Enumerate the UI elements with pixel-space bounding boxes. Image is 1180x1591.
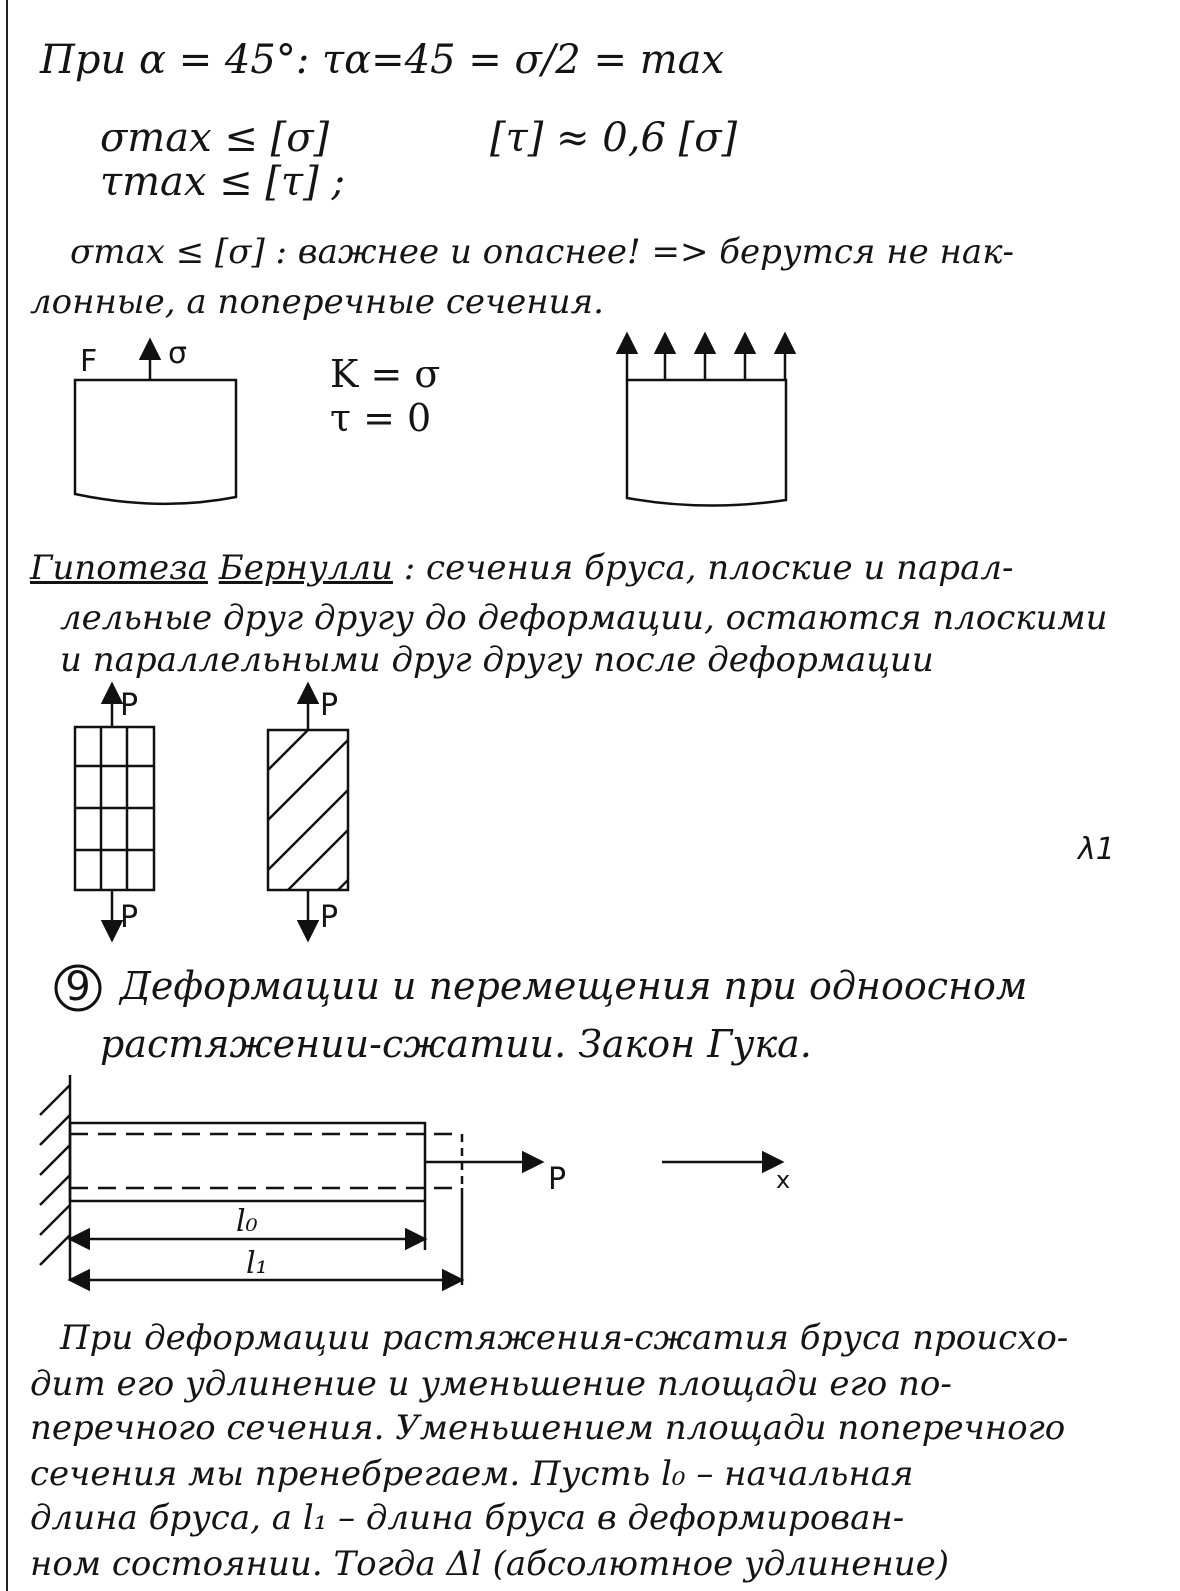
section-title-line-2: растяжении-сжатии. Закон Гука. bbox=[100, 1022, 812, 1066]
figure3-cantilever bbox=[40, 1075, 780, 1285]
paragraph1-line-1: σmax ≤ [σ] : важнее и опаснее! => берутся не нак- bbox=[70, 232, 1014, 272]
hypothesis-title-b: Бернулли bbox=[218, 548, 393, 588]
p-bottom-1: P bbox=[120, 900, 139, 935]
force-P-label: P bbox=[548, 1162, 567, 1197]
section-number-circle bbox=[56, 966, 100, 1010]
figure1-right-bar bbox=[627, 336, 786, 506]
formula-line-2b: [τ] ≈ 0,6 [σ] bbox=[490, 115, 738, 161]
paragraph2-line-3: перечного сечения. Уменьшением площади поперечного bbox=[30, 1408, 1066, 1448]
hypothesis-line-2: лельные друг другу до деформации, остаются плоскими bbox=[60, 598, 1108, 638]
l1-label: l₁ bbox=[246, 1246, 268, 1281]
margin-note: λ1 bbox=[1078, 832, 1115, 867]
figure2-grid-bar bbox=[75, 686, 154, 938]
formula-line-1: При α = 45°: τα=45 = σ/2 = max bbox=[40, 37, 725, 83]
p-top-1: P bbox=[120, 688, 139, 723]
p-top-2: P bbox=[320, 688, 339, 723]
l0-label: l₀ bbox=[236, 1204, 258, 1239]
x-axis-label: x bbox=[776, 1166, 791, 1194]
section-number: 9 bbox=[65, 964, 91, 1010]
figure2-hatched-bar bbox=[268, 686, 348, 938]
formula-line-3: τmax ≤ [τ] ; bbox=[100, 159, 345, 205]
paragraph2-line-1: При деформации растяжения-сжатия бруса происхо- bbox=[60, 1318, 1069, 1358]
sigma-label: σ bbox=[168, 336, 188, 371]
paragraph2-line-4: сечения мы пренебрегаем. Пусть l₀ – начальная bbox=[30, 1454, 914, 1494]
hypothesis-title-a: Гипотеза bbox=[30, 548, 208, 588]
paragraph2-line-2: дит его удлинение и уменьшение площади его по- bbox=[30, 1364, 952, 1404]
eq-K-sigma: K = σ bbox=[330, 352, 441, 396]
section-title-line-1: Деформации и перемещения при одноосном bbox=[120, 964, 1028, 1008]
paragraph1-line-2: лонные, а поперечные сечения. bbox=[30, 282, 604, 322]
formula-line-2a: σmax ≤ [σ] bbox=[100, 115, 330, 161]
eq-tau-zero: τ = 0 bbox=[330, 396, 432, 440]
paragraph2-line-6: ном состоянии. Тогда Δl (абсолютное удлинение) bbox=[30, 1544, 950, 1584]
hypothesis-line-3: и параллельными друг другу после деформации bbox=[60, 640, 934, 680]
paragraph2-line-5: длина бруса, а l₁ – длина бруса в деформирован- bbox=[30, 1498, 905, 1538]
force-F-label: F bbox=[80, 344, 98, 379]
figure1-left-bar bbox=[75, 342, 236, 504]
hypothesis-text-1: : сечения бруса, плоские и парал- bbox=[403, 548, 1014, 588]
p-bottom-2: P bbox=[320, 900, 339, 935]
